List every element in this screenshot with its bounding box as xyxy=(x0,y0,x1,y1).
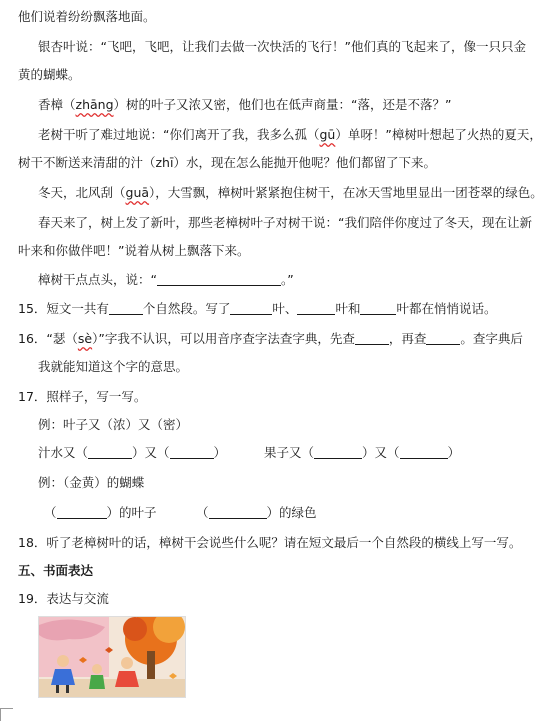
answer-blank[interactable] xyxy=(355,331,389,345)
passage-line xyxy=(38,38,526,56)
passage-text: ）单呀！”樟树叶想起了火热的夏天， xyxy=(335,127,542,142)
passage-line xyxy=(18,8,156,26)
question-17 xyxy=(18,388,146,406)
passage-text: 他们说着纷纷飘落地面。 xyxy=(18,9,156,24)
question-text: ，再查 xyxy=(388,331,427,346)
passage-text: 春天来了，树上发了新叶，那些老樟树叶子对树干说：“我们陪伴你度过了冬天，现在让新 xyxy=(38,215,532,230)
question-text: ） xyxy=(213,445,227,460)
question-16 xyxy=(18,330,523,348)
pinyin-annotation: gū xyxy=(319,127,336,142)
question-text: 。查字典后 xyxy=(460,331,523,346)
question-text: ）的绿色 xyxy=(266,505,317,520)
answer-blank[interactable] xyxy=(109,301,143,315)
question-text: 17．照样子，写一写。 xyxy=(18,389,147,404)
question-text: 16．“瑟（ xyxy=(18,331,78,346)
fill-green xyxy=(196,504,317,522)
answer-blank[interactable] xyxy=(157,272,281,286)
passage-line xyxy=(38,214,532,232)
passage-text: 。” xyxy=(280,272,294,287)
fill-leaf xyxy=(44,504,157,522)
question-text: 叶都在悄悄说话。 xyxy=(396,301,497,316)
example-text: 例：（金黄）的蝴蝶 xyxy=(38,475,145,490)
pinyin-annotation: zhāng xyxy=(75,97,114,112)
fill-fruit xyxy=(264,444,460,462)
question-text: 15．短文一共有 xyxy=(18,301,109,316)
section-title: 五、书面表达 xyxy=(18,563,94,578)
question-text: ）又（ xyxy=(132,445,170,460)
passage-text: 老树干听了难过地说：“你们离开了我，我多么孤（ xyxy=(38,127,320,142)
question-text: （ xyxy=(44,505,57,520)
passage-text: 银杏叶说：“飞吧，飞吧，让我们去做一次快活的飞行！”他们真的飞起来了，像一只只金 xyxy=(38,39,526,54)
answer-blank[interactable] xyxy=(426,331,460,345)
question-text: 叶、 xyxy=(272,301,298,316)
answer-blank[interactable] xyxy=(360,301,396,315)
question-text: （ xyxy=(196,505,209,520)
answer-blank[interactable] xyxy=(170,445,214,459)
passage-line xyxy=(38,184,543,202)
question-text: 果子又（ xyxy=(264,445,315,460)
drawing-image xyxy=(39,617,185,697)
passage-text: 叶来和你做伴吧！”说着从树上飘落下来。 xyxy=(18,243,250,258)
question-text: 我就能知道这个字的意思。 xyxy=(38,359,189,374)
question-text: ）的叶子 xyxy=(106,505,157,520)
pinyin-annotation: guā xyxy=(125,185,150,200)
passage-text: 香樟（ xyxy=(38,97,76,112)
answer-blank[interactable] xyxy=(314,445,362,459)
question-15 xyxy=(18,300,496,318)
passage-text: 冬天，北风刮（ xyxy=(38,185,126,200)
section-heading xyxy=(18,562,93,580)
passage-text: ）树的叶子又浓又密，他们也在低声商量：“落，还是不落？” xyxy=(113,97,452,112)
autumn-illustration xyxy=(38,616,186,698)
passage-text: 樟树干点点头，说：“ xyxy=(38,272,157,287)
question-16-cont xyxy=(38,358,188,376)
question-text: 汁水又（ xyxy=(38,445,89,460)
question-text: ）”字我不认识，可以用音序查字法查字典，先查 xyxy=(92,331,355,346)
question-text: 叶和 xyxy=(335,301,361,316)
passage-line xyxy=(18,242,249,260)
passage-text: 黄的蝴蝶。 xyxy=(18,67,81,82)
fill-juice xyxy=(38,444,226,462)
example-line xyxy=(38,474,144,492)
passage-text: 树干不断送来清甜的汁（zhī）水，现在怎么能抛开他呢？他们都留了下来。 xyxy=(18,155,436,170)
passage-line xyxy=(38,96,451,114)
passage-line xyxy=(18,154,436,172)
example-text: 例：叶子又（浓）又（密） xyxy=(38,417,189,432)
passage-line xyxy=(38,126,542,144)
question-18 xyxy=(18,534,521,552)
passage-text: ），大雪飘，樟树叶紧紧抱住树干，在冰天雪地里显出一团苍翠的绿色。 xyxy=(149,185,543,200)
answer-blank[interactable] xyxy=(230,301,272,315)
question-19 xyxy=(18,590,109,608)
question-text: 个自然段。写了 xyxy=(142,301,231,316)
example-line xyxy=(38,416,188,434)
question-text: ） xyxy=(447,445,461,460)
question-text: 18．听了老樟树叶的话，樟树干会说些什么呢？请在短文最后一个自然段的横线上写一写。 xyxy=(18,535,522,550)
question-text: ）又（ xyxy=(362,445,400,460)
answer-blank[interactable] xyxy=(209,505,267,519)
answer-blank[interactable] xyxy=(57,505,107,519)
passage-line xyxy=(38,271,294,289)
answer-blank[interactable] xyxy=(297,301,335,315)
passage-line xyxy=(18,66,81,84)
answer-blank[interactable] xyxy=(400,445,448,459)
page-corner-mark xyxy=(0,708,13,721)
answer-blank[interactable] xyxy=(88,445,132,459)
pinyin-annotation: sè xyxy=(77,331,93,346)
question-text: 19．表达与交流 xyxy=(18,591,109,606)
